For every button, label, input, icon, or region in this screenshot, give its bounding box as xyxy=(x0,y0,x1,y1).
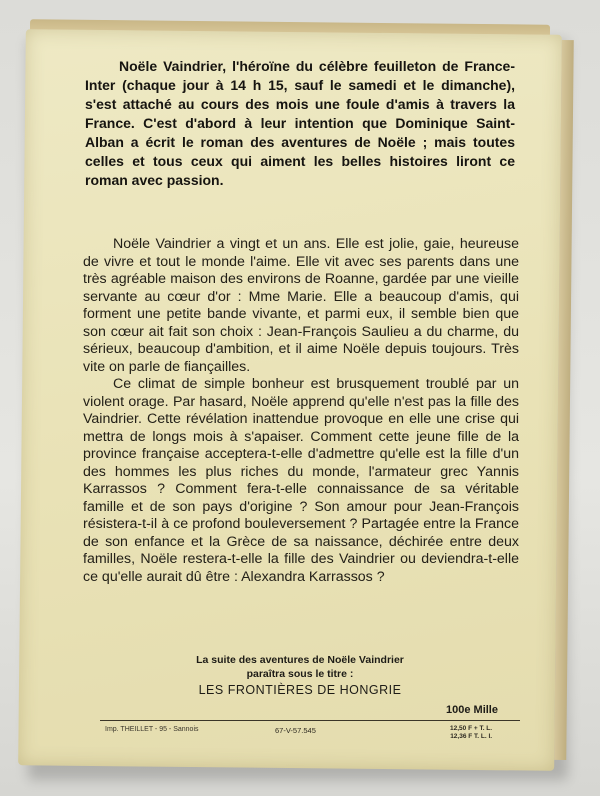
footer-rule xyxy=(100,720,520,721)
blurb-paragraph: Noële Vaindrier, l'héroïne du célèbre feuilleton de France-Inter (chaque jour à 14 h 15, sauf le samedi et le dimanche), s'est attaché au cours des mois une foule d'amis à travers la France. C'est d'abord à leur intention que Dominique Saint-Alban a écrit le roman des aventures de Noële ; mais toutes celles et tous ceux qui aiment les belles histoires liront ce roman avec passion. xyxy=(85,58,515,188)
synopsis xyxy=(83,236,519,586)
printer-imprint: Imp. THEILLET - 95 - Sannois xyxy=(105,726,199,733)
print-run: 100e Mille xyxy=(446,704,498,716)
price-block xyxy=(450,725,492,741)
sequel-line-1: La suite des aventures de Noële Vaindrier xyxy=(196,654,404,666)
catalog-code: 67-V-57.545 xyxy=(275,726,316,735)
sequel-notice xyxy=(60,653,540,697)
sequel-title: LES FRONTIÈRES DE HONGRIE xyxy=(198,683,402,697)
synopsis-paragraph-1: Noële Vaindrier a vingt et un ans. Elle est jolie, gaie, heureuse de vivre et tout le monde l'aime. Elle vit avec ses parents dans une très agréable maison des environs de Roanne, gardée par une vieille servante au cœur d'or : Mme Marie. Elle a beaucoup d'amis, qui forment une petite bande vivante, et parmi eux, il semble bien que son cœur ait fait son choix : Jean-François Saulieu a du charme, du sérieux, beaucoup d'ambition, et il aime Noële depuis toujours. Très vite on parle de fiançailles. xyxy=(83,236,519,375)
price-line-2: 12,36 F T. L. I. xyxy=(450,733,493,740)
price-line-1: 12,50 F + T. L. xyxy=(450,725,493,732)
synopsis-paragraph-2: Ce climat de simple bonheur est brusquement troublé par un violent orage. Par hasard, Noële apprend qu'elle n'est pas la fille des Vaindrier. Cette révélation inattendue provoque en elle une crise qui mettra de longs mois à s'apaiser. Comment cette jeune fille de la province française acceptera-t-elle d'admettre qu'elle est la fille d'un des hommes les plus riches du monde, l'armateur grec Yannis Karrassos ? Comment fera-t-elle connaissance de sa véritable famille et de son pays d'origine ? Son amour pour Jean-François résistera-t-il à ce profond bouleversement ? Partagée entre la France de son enfance et la Grèce de sa naissance, déchirée entre deux familles, Noële restera-t-elle la fille des Vaindrier ou deviendra-t-elle ce qu'elle aurait dû être : Alexandra Karrassos ? xyxy=(83,376,519,585)
sequel-line-2: paraîtra sous le titre : xyxy=(246,668,354,680)
